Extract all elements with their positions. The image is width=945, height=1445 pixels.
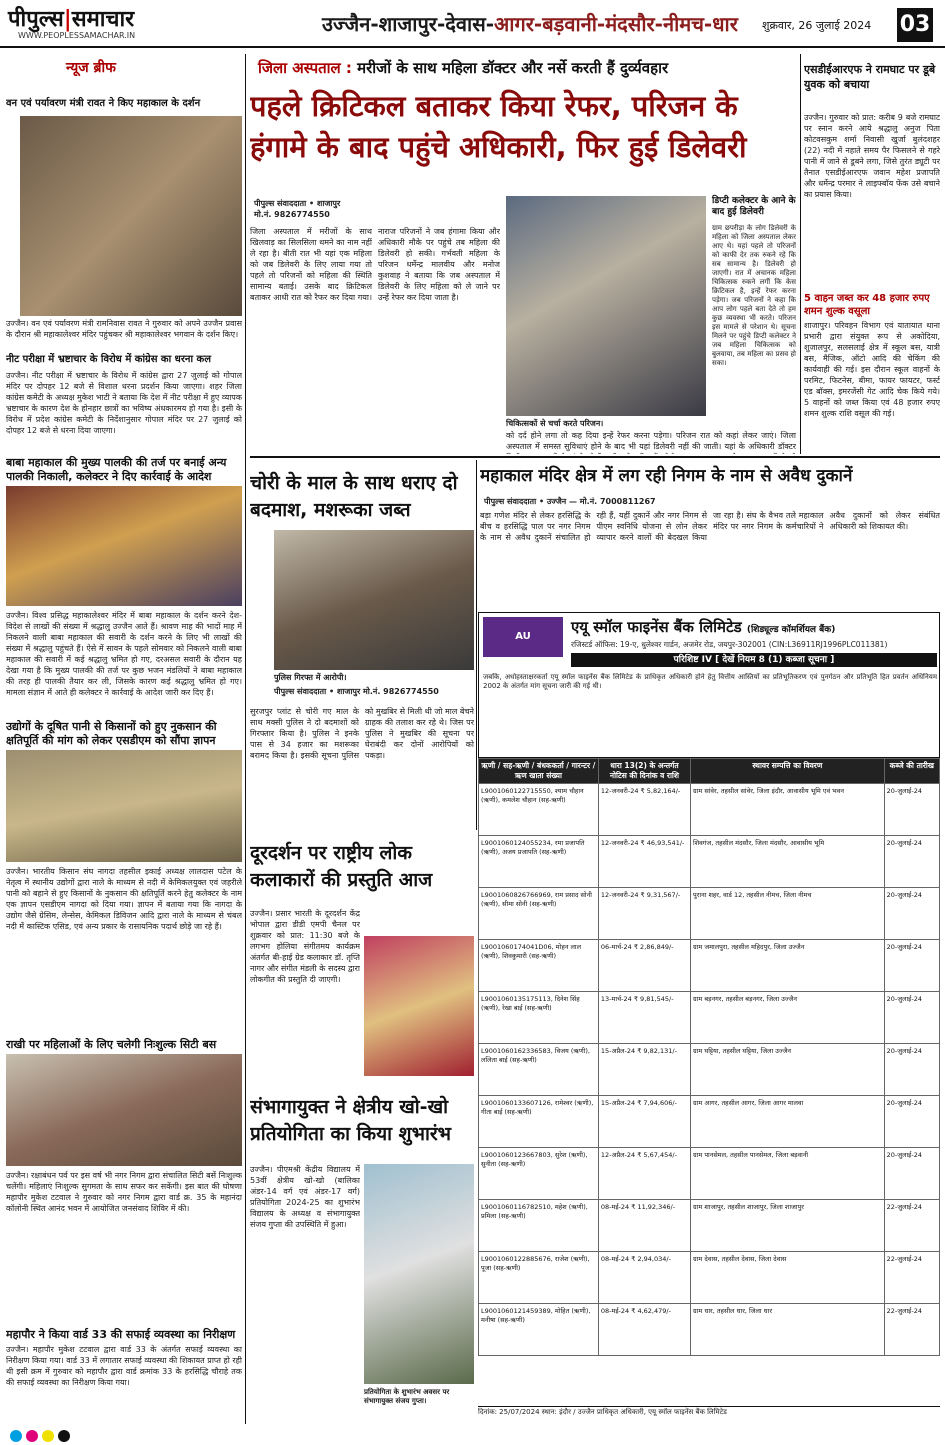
- kho-kho-headline: संभागायुक्त ने क्षेत्रीय खो-खो प्रतियोगिता का किया शुभारंभ: [250, 1096, 452, 1145]
- table-cell: 13-मार्च-24 ₹ 9,81,545/-: [598, 992, 690, 1044]
- table-cell: 20-जुलाई-24: [884, 1096, 939, 1148]
- table-cell: ग्राम जमालपुरा, तहसील महिदपुर, जिला उज्जैन: [691, 940, 885, 992]
- table-cell: 20-जुलाई-24: [884, 836, 939, 888]
- table-cell: पुराना शहर, वार्ड 12, तहसील नीमच, जिला नीमच: [691, 888, 885, 940]
- website-url[interactable]: WWW.PEOPLESSAMACHAR.IN: [18, 31, 136, 40]
- section-rule: [250, 456, 940, 458]
- lead-byline: पीपुल्स संवाददाता • शाजापुर मो.नं. 9826774550: [254, 199, 341, 219]
- right-title-2: 5 वाहन जब्त कर 48 हजार रुपए शमन शुल्क वसूला: [804, 293, 930, 317]
- brief-3-photo: [6, 486, 242, 606]
- lead-body-2: को दर्द होने लगा तो कह दिया इन्हें रेफर करना पड़ेगा। परिजन रात को कहां लेकर जाएं। जिला अस्पताल में समस्त सुविधाएं होने के बाद भी यहां डिलेवरी नहीं की जाती। यहां के अधिकारी डॉक्टर: [506, 431, 796, 451]
- table-cell: 08-मई-24 ₹ 11,92,346/-: [598, 1200, 690, 1252]
- table-cell: 20-जुलाई-24: [884, 1148, 939, 1200]
- table-row: [479, 836, 940, 888]
- yellow-mark: [42, 1430, 54, 1442]
- black-mark: [58, 1430, 70, 1442]
- brief-3-title: बाबा महाकाल की मुख्य पालकी की तर्ज पर बनाई अन्य पालकी निकाली, कलेक्टर ने दिए कार्रवाई के आदेश: [6, 456, 227, 483]
- theft-photo-caption: पुलिस गिरफ्त में आरोपी।: [274, 673, 347, 682]
- theft-body: सुरजपुर प्लांट से चोरी गए माल के साथ मक्सी पुलिस ने दो बदमाशों को गिरफ्तार किया है। पुलिस ने इनके पास से 34 हजार का मशरूका बरामद किया है। इसकी सूचना पुलिस को मुखबिर से मिली थी जो माल बेचने ग्राहक की तलाश कर रहे थे। जिस पर पुलिस ने मुखबिर की सूचना पर घेराबंदी कर दोनों आरोपियों को पकड़ा।: [250, 707, 474, 760]
- table-cell: 08-मई-24 ₹ 4,62,479/-: [598, 1304, 690, 1356]
- news-brief-tag: न्यूज ब्रीफ: [66, 60, 116, 76]
- table-row: [479, 1148, 940, 1200]
- lead-box-body: ग्राम छपरीड़ा के लोग डिलेवरी के महिला को जिला अस्पताल लेकर आए थे। यहां पहले तो परिजनों को काफी देर तक रुकने रहे कि सब सामान्य है। डिलेवरी हो जाएगी। रात में अचानक महिला चिकित्सक रुकने लगीं कि केस क्रिटिकल है, इन्हें रेफर करना पड़ेगा। जब परिजनों ने कहा कि आप लोग पहले बता देते तो हम कुछ व्यवस्था भी करते। परिजन इस मामले से परेशान थे। सूचना मिलने पर पहुंचे डिप्टी कलेक्टर ने जब महिला चिकित्सक को बुलवाया, तब महिला का प्रसव हो सका।: [712, 224, 796, 367]
- newspaper-logo[interactable]: पीपुल्स|समाचार: [8, 6, 135, 32]
- brief-2-body: उज्जैन। नीट परीक्षा में भ्रष्टाचार के विरोध में कांग्रेस द्वारा 27 जुलाई को गोपाल मंदिर पर दोपहर 12 बजे से विशाल धरना प्रदर्शन किया जाएगा। शहर जिला कांग्रेस कमेटी के अध्यक्ष मुकेश भाटी ने बताया कि देश में नीट परीक्षा में हुए व्यापक भ्रष्टाचार के कारण देश के होनहार छात्रों का भविष्य अंधकारमय हो गया है। इसी के विरोध में प्रदेश कांग्रेस कमेटी के निर्देशानुसार गोपाल मंदिर पर 27 जुलाई को दोपहर 12 बजे से धरना दिया जाएगा।: [6, 371, 242, 435]
- column-divider: [800, 54, 801, 454]
- table-cell: ग्राम शाजापुर, तहसील शाजापुर, जिला शाजापुर: [691, 1200, 885, 1252]
- brief-5-title: राखी पर महिलाओं के लिए चलेगी निःशुल्क सिटी बस: [6, 1038, 217, 1051]
- magenta-mark: [26, 1430, 38, 1442]
- right-column: [804, 54, 940, 454]
- table-cell: L9001060121459389, मोहित (ऋणी), मनीषा (सह-ऋणी): [479, 1304, 599, 1356]
- brief-1-body: उज्जैन। वन एवं पर्यावरण मंत्री रामनिवास रावत ने गुरुवार को अपने उज्जैन प्रवास के दौरान श्री महाकालेश्वर मंदिर पहुंचकर श्री महाकालेश्वर भगवान के दर्शन किए।: [6, 319, 242, 339]
- table-cell: L9001060826766969, राम प्रसाद सोनी (ऋणी), सीमा सोनी (सह-ऋणी): [479, 888, 599, 940]
- bank-ad: [478, 612, 940, 758]
- table-cell: 20-जुलाई-24: [884, 940, 939, 992]
- left-column: [6, 54, 242, 1424]
- theft-headline: चोरी के माल के साथ धराए दो बदमाश, मशरूका जब्त: [250, 472, 458, 521]
- brief-3-body: उज्जैन। विश्व प्रसिद्ध महाकालेश्वर मंदिर में बाबा महाकाल के दर्शन करने देश-विदेश से लाखों की संख्या में श्रद्धालु उज्जैन आते हैं। श्रावण माह की भादों माह में निकलने वाली बाबा महाकाल की सवारी के दर्शन करने के लिए भी लाखों की संख्या में श्रद्धालु पहुंचते हैं। ऐसे में सावन के पहले सोमवार को निकलने वाली बाबा महाकाल की सवारी में कई श्रद्धालु भ्रमित हो गए, दरअसल सवारी के दौरान यह देखा गया है कि मुख्य पालकी की तर्ज पर कुछ भजन मंडलियों ने बाबा महाकाल की तरह ही पालकी तैयार कर ली, जिसके कारण कई श्रद्धालु भ्रमित हो गए। मामला संज्ञान में आते ही कलेक्टर ने कार्रवाई के आदेश जारी कर दिए हैं।: [6, 611, 242, 697]
- table-cell: L9001060133607126, रामेश्वर (ऋणी), गीता बाई (सह-ऋणी): [479, 1096, 599, 1148]
- mahakal-headline: महाकाल मंदिर क्षेत्र में लग रही निगम के नाम से अवैध दुकानें: [480, 466, 853, 486]
- brief-4-body: उज्जैन। भारतीय किसान संघ नागदा तहसील इकाई अध्यक्ष लालदास पटेल के नेतृत्व में स्थानीय उद्योगों द्वारा नाले के माध्यम से नदी में केमिकलयुक्त एवं जहरीले पानी को बहाने से हुए किसानों के नुकसान की क्षतिपूर्ति करने हेतु कलेक्टर के नाम एक ज्ञापन एसडीएम नागदा को दिया गया। ज्ञापन में बताया गया कि नागदा के उद्योग जैसे ग्रेसिम, लेन्सेस, केमिकल डिविजन आदि द्वारा नाले के माध्यम से चंबल नदी में कास्टिक एसिड, एवं अन्य प्रकार के रासायनिक पदार्थ छोड़े जा रहे हैं।: [6, 867, 242, 931]
- lead-photo: [506, 196, 706, 416]
- table-cell: 20-जुलाई-24: [884, 888, 939, 940]
- right-body-2: शाजापुर। परिवहन विभाग एवं यातायात थाना प्रभारी द्वारा संयुक्त रूप से अकोदिया, शुजालपुर, सलसलाई क्षेत्र में स्कूल बस, यात्री बस, मैजिक, ऑटो आदि की चेकिंग की कार्यवाही की गई। इस दौरान स्कूल वाहनों के परमिट, फिटनेस, बीमा, फायर फायटर, फर्स्ट एड बॉक्स, इमरजेंसी गेट आदि चेक किये गये। 5 वाहनों को जब्त किया एवं 48 हजार रुपए शमन शुल्क राशि वसूल की गई।: [804, 321, 940, 418]
- cyan-mark: [10, 1430, 22, 1442]
- table-row: [479, 940, 940, 992]
- kho-kho-caption: प्रतियोगिता के शुभारंभ अवसर पर संभागायुक्त संजय गुप्ता।: [364, 1388, 450, 1405]
- table-cell: ग्राम बड़नगर, तहसील बड़नगर, जिला उज्जैन: [691, 992, 885, 1044]
- table-cell: 08-मई-24 ₹ 2,94,034/-: [598, 1252, 690, 1304]
- doordarshan-headline: दूरदर्शन पर राष्ट्रीय लोक कलाकारों की प्रस्तुति आज: [250, 842, 433, 891]
- table-cell: 12-जनवरी-24 ₹ 46,93,541/-: [598, 836, 690, 888]
- table-cell: ग्राम धार, तहसील धार, जिला धार: [691, 1304, 885, 1356]
- bank-name: एयू स्मॉल फाइनेंस बैंक लिमिटेड (शिड्यूल्ड कॉमर्शियल बैंक): [571, 618, 836, 636]
- theft-byline: पीपुल्स संवाददाता • शाजापुर मो.नं. 9826774550: [274, 687, 439, 696]
- bank-logo[interactable]: AU: [483, 617, 563, 657]
- issue-date: शुक्रवार, 26 जुलाई 2024: [762, 19, 872, 32]
- table-row: [479, 1044, 940, 1096]
- page-number: 03: [897, 8, 933, 42]
- table-cell: ग्राम सांवेर, तहसील सांवेर, जिला इंदौर, आवासीय भूमि एवं भवन: [691, 784, 885, 836]
- table-cell: L9001060116782510, महेश (ऋणी), प्रमिला (सह-ऋणी): [479, 1200, 599, 1252]
- brief-2-title: नीट परीक्षा में भ्रष्टाचार के विरोध में कांग्रेस का धरना कल: [6, 354, 212, 365]
- table-header: स्थावर सम्पत्ति का विवरण: [691, 759, 885, 784]
- table-cell: ग्राम देवास, तहसील देवास, जिला देवास: [691, 1252, 885, 1304]
- table-row: [479, 1200, 940, 1252]
- table-cell: ग्राम घट्टिया, तहसील घट्टिया, जिला उज्जैन: [691, 1044, 885, 1096]
- lead-photo-caption: चिकित्सकों से चर्चा करते परिजन।: [506, 419, 604, 428]
- theft-story: [250, 460, 474, 826]
- table-cell: L9001060122885676, राजेश (ऋणी), पूजा (सह-ऋणी): [479, 1252, 599, 1304]
- table-cell: L9001060174041D06, मोहन लाल (ऋणी), शिवकुमारी (सह-ऋणी): [479, 940, 599, 992]
- table-cell: 22-जुलाई-24: [884, 1304, 939, 1356]
- bank-address: रजिस्टर्ड ऑफिस: 19-ए, धुलेश्वर गार्डन, अजमेर रोड, जयपुर-302001 (CIN:L36911RJ1996PLC011381): [571, 640, 888, 649]
- table-cell: L9001060124055234, रमा प्रजापति (ऋणी), अजय प्रजापति (सह-ऋणी): [479, 836, 599, 888]
- table-cell: 22-जुलाई-24: [884, 1252, 939, 1304]
- table-header: ऋणी / सह-ऋणी / बंधककर्ता / गारन्टर / ऋण खाता संख्या: [479, 759, 599, 784]
- lead-box-title: डिप्टी कलेक्टर के आने के बाद हुई डिलेवरी: [712, 196, 796, 217]
- table-cell: ग्राम आगर, तहसील आगर, जिला आगर मालवा: [691, 1096, 885, 1148]
- doordarshan-story: [250, 832, 474, 1082]
- table-cell: L9001060162336583, विजय (ऋणी), ललिता बाई (सह-ऋणी): [479, 1044, 599, 1096]
- masthead: [0, 0, 945, 48]
- doordarshan-photo: [364, 936, 474, 1076]
- table-cell: 12-जनवरी-24 ₹ 5,82,164/-: [598, 784, 690, 836]
- table-cell: 20-जुलाई-24: [884, 1044, 939, 1096]
- kho-kho-photo: [364, 1164, 474, 1384]
- table-cell: 15-अप्रैल-24 ₹ 9,82,131/-: [598, 1044, 690, 1096]
- possession-table: [478, 758, 940, 1356]
- lead-headline: पहले क्रिटिकल बताकर किया रेफर, परिजन के हंगामे के बाद पहुंचे अधिकारी, फिर हुई डिलेवरी: [250, 89, 747, 164]
- brief-5-body: उज्जैन। रक्षाबंधन पर्व पर इस वर्ष भी नगर निगम द्वारा संचालित सिटी बसें निःशुल्क चलेंगी। महिलाएं निःशुल्क सुगमता के साथ सफर कर सकेंगी। इस बात की घोषणा महापौर मुकेश टटवाल ने गुरुवार को नगर निगम द्वारा वार्ड क्र. 35 के महानंदा कॉलोनी स्थित आनंद भवन में आयोजित जनसंवाद शिविर में की।: [6, 1171, 242, 1213]
- table-cell: L9001060135175113, दिनेश सिंह (ऋणी), रेखा बाई (सह-ऋणी): [479, 992, 599, 1044]
- table-cell: शिवगंज, तहसील मंदसौर, जिला मंदसौर, आवासीय भूमि: [691, 836, 885, 888]
- lead-kicker: जिला अस्पताल : मरीजों के साथ महिला डॉक्टर और नर्से करती हैं दुर्व्यवहार: [258, 59, 669, 77]
- doordarshan-body: उज्जैन। प्रसार भारती के दूरदर्शन केंद्र भोपाल द्वारा डीडी एमपी चैनल पर शुक्रवार को प्रात: 11:30 बजे के लगभग होलिया संगीतमय कार्यक्रम अंतर्गत बी-हाई ग्रेड कलाकार डॉ. तृप्ति नागर और संगीत मंडली के सदस्य द्वारा लोकगीत की प्रस्तुति दी जाएगी।: [250, 909, 360, 984]
- table-cell: ग्राम पानसेमल, तहसील पानसेमल, जिला बड़वानी: [691, 1148, 885, 1200]
- table-cell: L9001060122715550, श्याम चौहान (ऋणी), कमलेश चौहान (सह-ऋणी): [479, 784, 599, 836]
- mahakal-story: [480, 460, 940, 610]
- mahakal-byline: पीपुल्स संवाददाता • उज्जैन — मो.नं. 7000811267: [484, 497, 656, 506]
- table-cell: 12-अप्रैल-24 ₹ 5,67,454/-: [598, 1148, 690, 1200]
- notice-intro: जबकि, अधोहस्ताक्षरकर्ता एयू स्मॉल फाइनेंस बैंक लिमिटेड के प्राधिकृत अधिकारी होने हेतु वित्तीय आस्तियों का प्रतिभूतिकरण एवं पुनर्गठन और प्रतिभूति हित प्रवर्तन अधिनियम 2002 के अंतर्गत मांग सूचना जारी की गई थी।: [483, 673, 937, 690]
- table-cell: 20-जुलाई-24: [884, 992, 939, 1044]
- kho-kho-story: [250, 1086, 474, 1426]
- table-cell: 22-जुलाई-24: [884, 1200, 939, 1252]
- column-divider: [245, 54, 246, 1424]
- lead-story: [250, 54, 796, 454]
- kho-kho-body: उज्जैन। पीएमश्री केंद्रीय विद्यालय में 53वीं क्षेत्रीय खो-खो (बालिका अंडर-14 वर्ग एवं अंडर-17 वर्ग) प्रतियोगिता 2024-25 का शुभारंभ विद्यालय के अध्यक्ष व संभागायुक्त संजय गुप्ता की उपस्थिति में हुआ।: [250, 1165, 360, 1229]
- right-body-1: उज्जैन। गुरुवार को प्रात: करीब 9 बजे रामघाट पर स्नान करने आये श्रद्धालु अनुज पिता कोटवसकुम शर्मा निवासी खुर्जा बुलंदशहर (22) नदी में नहाते समय पैर फिसलने से गहरे पानी में जाने से डूबने लगा, जिसे तुरंत ड्यूटी पर तैनात एसडीईआरएफ जवान महेश प्रजापति और धर्मेन्द्र परमार ने लाइफ्बॉय फेंक उसे बचाने का प्रयास किया।: [804, 113, 940, 199]
- lead-body-1: जिला अस्पताल में मरीजों के साथ खिलवाड़ का सिलसिला थमने का नाम नहीं ले रहा है। बीती रात भी यहां एक महिला को जब डिलेवरी के लिए लाया गया तो पहले तो परिजनों को महिला की स्थिति सामान्य बताई। उसके बाद क्रिटिकल बताकर आधी रात को रैफर कर दिया गया। नाराज परिजनों ने जब हंगामा किया और अधिकारी मौके पर पहुंचे तब महिला की डिलेवरी हो सकी। गर्भवती महिला के परिजन धर्मेन्द्र मालवीय और मनोज कुशवाह ने बताया कि जब अस्पताल में डिलेवरी के लिए महिला को ले जाने पर उन्हें रेफर कर दिया जाता है।: [250, 227, 500, 302]
- table-row: [479, 1096, 940, 1148]
- table-row: [479, 784, 940, 836]
- table-cell: 12-जनवरी-24 ₹ 9,31,567/-: [598, 888, 690, 940]
- table-header: कब्जे की तारीख: [884, 759, 939, 784]
- brief-6-title: महापौर ने किया वार्ड 33 की सफाई व्यवस्था का निरीक्षण: [6, 1328, 236, 1341]
- brief-1-title: वन एवं पर्यावरण मंत्री रावत ने किए महाकाल के दर्शन: [6, 98, 201, 109]
- table-row: [479, 992, 940, 1044]
- table-cell: 15-अप्रैल-24 ₹ 7,94,606/-: [598, 1096, 690, 1148]
- mahakal-body: बड़ा गणेश मंदिर से लेकर हरसिद्धि के बीच व हरसिद्धि पाल पर नगर निगम के नाम से अवैध दुकानें संचालित हो रही हैं, यहीं दुकानें और नगर निगम से पीएम स्वनिधि योजना से लोन लेकर व्यापार करने वालों की बेदखल किया जा रहा है। संघ के वैभव तले महाकाल मंदिर पर नगर निगम के कर्मचारियों ने अवैध दुकानों को लेकर संबंधित अधिकारी को शिकायत की।: [480, 511, 940, 542]
- table-row: [479, 888, 940, 940]
- table-row: [479, 1252, 940, 1304]
- table-header: धारा 13(2) के अन्तर्गत नोटिस की दिनांक व राशि: [598, 759, 690, 784]
- brief-6-body: उज्जैन। महापौर मुकेश टटवाल द्वारा वार्ड 33 के अंतर्गत सफाई व्यवस्था का निरीक्षण किया गया। वार्ड 33 में लगातार सफाई व्यवस्था की शिकायत प्राप्त हो रही थी इसी क्रम में गुरुवार को महापौर द्वारा वार्ड क्रमांक 33 के हरसिद्धि चौराहे तक की सफाई व्यवस्था का निरीक्षण किया गया।: [6, 1345, 242, 1387]
- possession-notice-banner: परिशिष्ट IV [ देखें नियम 8 (1) कब्जा सूचना ]: [571, 653, 937, 667]
- table-cell: 06-मार्च-24 ₹ 2,86,849/-: [598, 940, 690, 992]
- right-title-1: एसडीईआरएफ ने रामघाट पर डूबे युवक को बचाया: [804, 63, 936, 91]
- brief-1-photo: [20, 116, 242, 316]
- brief-5-photo: [6, 1054, 242, 1166]
- table-cell: 20-जुलाई-24: [884, 784, 939, 836]
- column-divider: [476, 460, 477, 830]
- brief-4-title: उद्योगों के दूषित पानी से किसानों को हुए नुकसान की क्षतिपूर्ति की मांग को लेकर एसडीएम को सौंपा ज्ञापन: [6, 720, 217, 747]
- table-row: [479, 1304, 940, 1356]
- theft-photo: [274, 530, 474, 670]
- edition-cities: उज्जैन-शाजापुर-देवास-आगर-बड़वानी-मंदसौर-नीमच-धार: [322, 12, 738, 36]
- notice-footer: दिनांक: 25/07/2024 स्थान: इंदौर / उज्जैन प्राधिकृत अधिकारी, एयू स्मॉल फाइनेंस बैंक लिमिटेड: [478, 1406, 940, 1420]
- brief-4-photo: [6, 750, 242, 862]
- table-cell: L9001060123667803, सुरेश (ऋणी), सुनीता (सह-ऋणी): [479, 1148, 599, 1200]
